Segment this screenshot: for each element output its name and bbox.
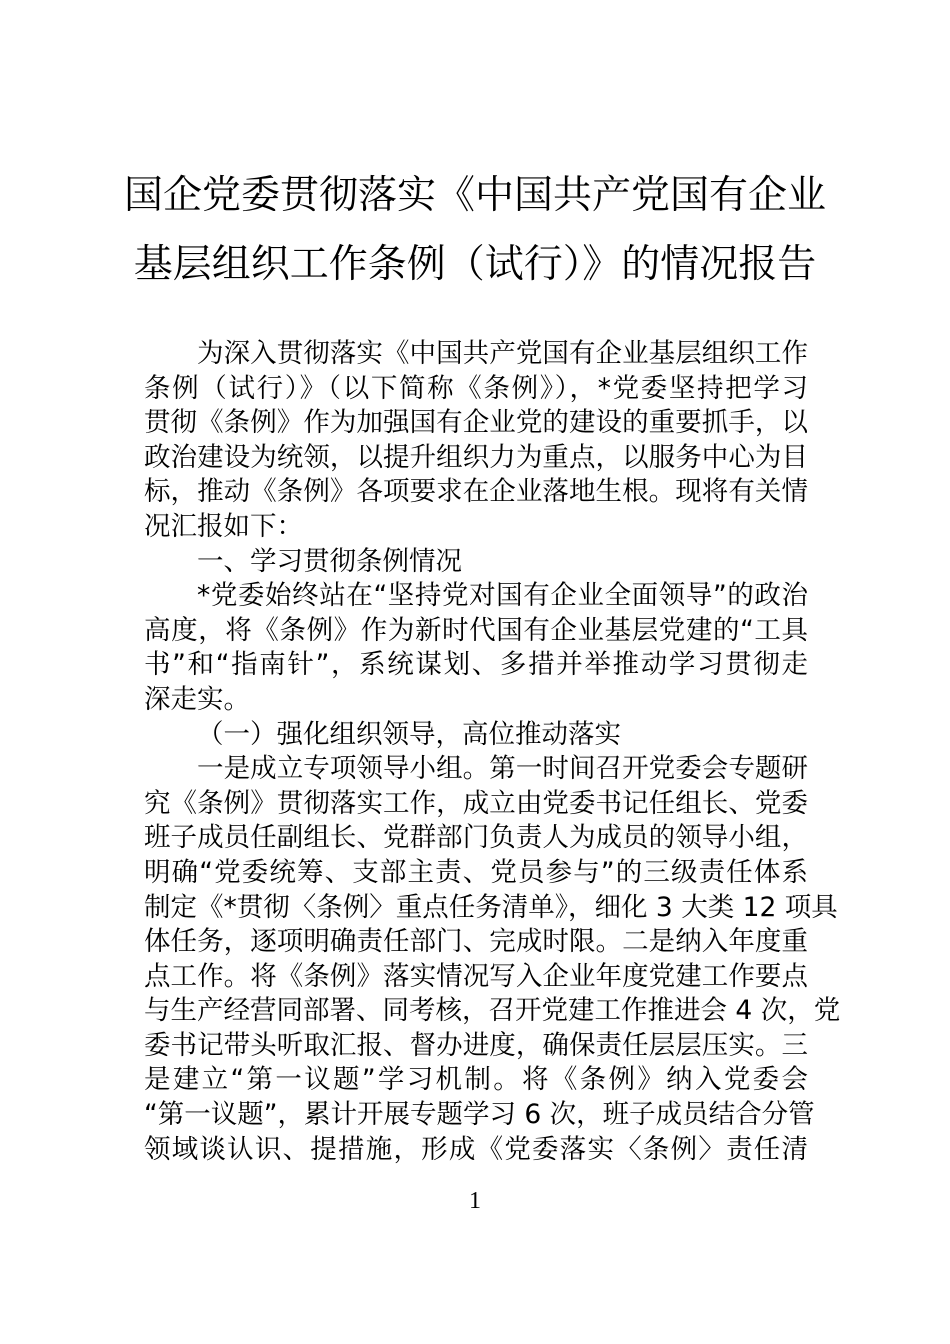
body-text-line: 高度，将《条例》作为新时代国有企业基层党建的“工具: [144, 614, 808, 646]
body-text-line: 制定《*贯彻〈条例〉重点任务清单》，细化 3 大类 12 项具: [144, 891, 838, 923]
body-text-line: 点工作。将《条例》落实情况写入企业年度党建工作要点: [144, 960, 808, 992]
body-text-line: 一、学习贯彻条例情况: [197, 545, 462, 577]
body-text-line: 书”和“指南针”，系统谋划、多措并举推动学习贯彻走: [144, 649, 808, 681]
body-text-line: （一）强化组织领导，高位推动落实: [197, 718, 621, 750]
body-text-line: 为深入贯彻落实《中国共产党国有企业基层组织工作: [197, 338, 808, 369]
body-text-line: 条例（试行）》（以下简称《条例》），*党委坚持把学习: [144, 372, 808, 404]
body-text-line: 与生产经营同部署、同考核，召开党建工作推进会 4 次，党: [144, 995, 841, 1027]
body-text-line: 标，推动《条例》各项要求在企业落地生根。现将有关情: [144, 476, 808, 508]
body-text-line: 体任务，逐项明确责任部门、完成时限。二是纳入年度重: [144, 926, 808, 958]
body-text-line: 深走实。: [144, 683, 250, 715]
body-text-line: *党委始终站在“坚持党对国有企业全面领导”的政治: [197, 580, 808, 612]
body-text-line: 究《条例》贯彻落实工作，成立由党委书记任组长、党委: [144, 787, 808, 819]
body-text-line: 一是成立专项领导小组。第一时间召开党委会专题研: [197, 753, 808, 785]
body-text-line: 政治建设为统领，以提升组织力为重点，以服务中心为目: [144, 441, 808, 473]
body-text-line: 明确“党委统筹、支部主责、党员参与”的三级责任体系: [144, 856, 808, 888]
body-text-line: 委书记带头听取汇报、督办进度，确保责任层层压实。三: [144, 1029, 808, 1061]
document-title-line-2: 基层组织工作条例（试行）》的情况报告: [133, 242, 817, 287]
body-text-line: 况汇报如下：: [144, 510, 303, 542]
body-text-line: 领域谈认识、提措施，形成《党委落实〈条例〉责任清: [144, 1133, 808, 1165]
document-body: [144, 337, 841, 1167]
body-text-line: 贯彻《条例》作为加强国有企业党的建设的重要抓手，以: [144, 407, 808, 439]
body-text-line: “第一议题”，累计开展专题学习 6 次，班子成员结合分管: [144, 1099, 815, 1131]
document-title-line-1: 国企党委贯彻落实《中国共产党国有企业: [123, 173, 826, 218]
page-number: 1: [469, 1188, 481, 1214]
body-text-line: 班子成员任副组长、党群部门负责人为成员的领导小组，: [144, 822, 808, 854]
body-text-line: 是建立“第一议题”学习机制。将《条例》纳入党委会: [144, 1064, 808, 1096]
